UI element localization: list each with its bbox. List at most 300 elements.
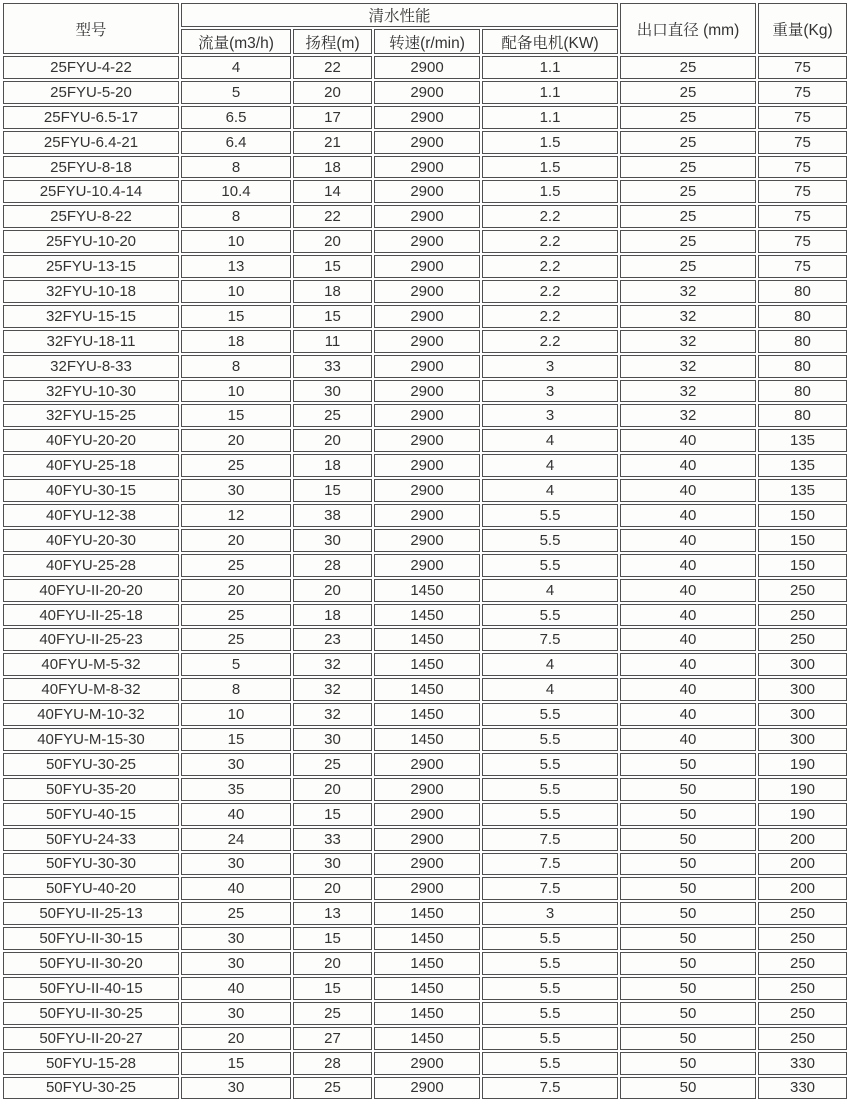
- cell-weight: 75: [758, 106, 847, 129]
- cell-flow: 40: [181, 977, 291, 1000]
- cell-flow: 30: [181, 1002, 291, 1025]
- cell-flow: 10.4: [181, 180, 291, 203]
- cell-weight: 80: [758, 380, 847, 403]
- table-row: [3, 380, 847, 403]
- cell-head: 28: [293, 554, 372, 577]
- cell-weight: 200: [758, 828, 847, 851]
- table-row: [3, 355, 847, 378]
- col-header-motor: 配备电机(KW): [482, 29, 618, 54]
- cell-weight: 190: [758, 778, 847, 801]
- cell-model: 32FYU-15-25: [3, 404, 179, 427]
- table-row: [3, 728, 847, 751]
- cell-speed: 2900: [374, 106, 480, 129]
- cell-outlet-diameter: 32: [620, 330, 756, 353]
- cell-weight: 75: [758, 205, 847, 228]
- cell-model: 25FYU-10-20: [3, 230, 179, 253]
- cell-motor: 4: [482, 454, 618, 477]
- cell-outlet-diameter: 40: [620, 703, 756, 726]
- cell-motor: 3: [482, 902, 618, 925]
- cell-motor: 4: [482, 429, 618, 452]
- col-header-speed: 转速(r/min): [374, 29, 480, 54]
- cell-motor: 1.1: [482, 106, 618, 129]
- cell-weight: 250: [758, 604, 847, 627]
- cell-weight: 75: [758, 131, 847, 154]
- table-row: [3, 156, 847, 179]
- cell-motor: 5.5: [482, 703, 618, 726]
- cell-outlet-diameter: 50: [620, 1002, 756, 1025]
- cell-speed: 2900: [374, 56, 480, 79]
- cell-speed: 2900: [374, 753, 480, 776]
- cell-outlet-diameter: 50: [620, 803, 756, 826]
- table-row: [3, 255, 847, 278]
- cell-weight: 250: [758, 1027, 847, 1050]
- cell-weight: 75: [758, 156, 847, 179]
- cell-head: 30: [293, 529, 372, 552]
- cell-speed: 1450: [374, 579, 480, 602]
- cell-motor: 1.1: [482, 81, 618, 104]
- cell-outlet-diameter: 40: [620, 504, 756, 527]
- cell-flow: 25: [181, 902, 291, 925]
- table-row: [3, 753, 847, 776]
- cell-head: 20: [293, 230, 372, 253]
- table-row: [3, 106, 847, 129]
- cell-motor: 5.5: [482, 753, 618, 776]
- cell-flow: 25: [181, 554, 291, 577]
- cell-speed: 2900: [374, 156, 480, 179]
- cell-model: 40FYU-25-28: [3, 554, 179, 577]
- cell-speed: 2900: [374, 529, 480, 552]
- cell-flow: 25: [181, 604, 291, 627]
- cell-outlet-diameter: 40: [620, 604, 756, 627]
- cell-head: 30: [293, 853, 372, 876]
- table-row: [3, 1027, 847, 1050]
- cell-flow: 8: [181, 205, 291, 228]
- cell-outlet-diameter: 25: [620, 230, 756, 253]
- cell-speed: 2900: [374, 877, 480, 900]
- table-row: [3, 180, 847, 203]
- cell-motor: 5.5: [482, 604, 618, 627]
- cell-flow: 30: [181, 853, 291, 876]
- cell-flow: 40: [181, 803, 291, 826]
- cell-weight: 80: [758, 280, 847, 303]
- cell-outlet-diameter: 40: [620, 628, 756, 651]
- cell-flow: 35: [181, 778, 291, 801]
- cell-flow: 20: [181, 579, 291, 602]
- cell-motor: 4: [482, 678, 618, 701]
- cell-head: 11: [293, 330, 372, 353]
- table-row: [3, 977, 847, 1000]
- cell-model: 40FYU-25-18: [3, 454, 179, 477]
- cell-outlet-diameter: 25: [620, 180, 756, 203]
- cell-speed: 2900: [374, 205, 480, 228]
- cell-weight: 190: [758, 753, 847, 776]
- cell-motor: 1.5: [482, 156, 618, 179]
- cell-motor: 7.5: [482, 853, 618, 876]
- cell-head: 33: [293, 828, 372, 851]
- cell-motor: 1.5: [482, 131, 618, 154]
- cell-model: 50FYU-II-20-27: [3, 1027, 179, 1050]
- cell-motor: 7.5: [482, 828, 618, 851]
- cell-speed: 1450: [374, 703, 480, 726]
- cell-speed: 2900: [374, 853, 480, 876]
- cell-flow: 15: [181, 1052, 291, 1075]
- header-row-top: [3, 3, 847, 27]
- cell-motor: 4: [482, 653, 618, 676]
- cell-weight: 300: [758, 653, 847, 676]
- cell-speed: 2900: [374, 828, 480, 851]
- cell-motor: 5.5: [482, 927, 618, 950]
- cell-speed: 2900: [374, 280, 480, 303]
- cell-model: 50FYU-15-28: [3, 1052, 179, 1075]
- cell-head: 20: [293, 81, 372, 104]
- cell-head: 14: [293, 180, 372, 203]
- table-row: [3, 454, 847, 477]
- cell-head: 15: [293, 479, 372, 502]
- cell-outlet-diameter: 50: [620, 902, 756, 925]
- cell-motor: 1.1: [482, 56, 618, 79]
- table-row: [3, 56, 847, 79]
- cell-model: 40FYU-II-25-23: [3, 628, 179, 651]
- table-row: [3, 703, 847, 726]
- cell-head: 23: [293, 628, 372, 651]
- cell-model: 32FYU-18-11: [3, 330, 179, 353]
- cell-motor: 3: [482, 380, 618, 403]
- cell-weight: 330: [758, 1077, 847, 1100]
- cell-weight: 250: [758, 579, 847, 602]
- cell-model: 50FYU-40-15: [3, 803, 179, 826]
- cell-outlet-diameter: 50: [620, 952, 756, 975]
- cell-speed: 2900: [374, 778, 480, 801]
- cell-flow: 20: [181, 529, 291, 552]
- cell-motor: 5.5: [482, 728, 618, 751]
- cell-model: 25FYU-10.4-14: [3, 180, 179, 203]
- cell-speed: 2900: [374, 180, 480, 203]
- cell-speed: 1450: [374, 604, 480, 627]
- cell-speed: 2900: [374, 230, 480, 253]
- cell-flow: 10: [181, 230, 291, 253]
- table-row: [3, 902, 847, 925]
- cell-motor: 2.2: [482, 255, 618, 278]
- cell-weight: 80: [758, 330, 847, 353]
- cell-head: 15: [293, 927, 372, 950]
- cell-speed: 2900: [374, 81, 480, 104]
- cell-speed: 2900: [374, 429, 480, 452]
- cell-head: 18: [293, 156, 372, 179]
- cell-speed: 1450: [374, 1027, 480, 1050]
- cell-weight: 250: [758, 927, 847, 950]
- cell-outlet-diameter: 40: [620, 554, 756, 577]
- table-row: [3, 81, 847, 104]
- cell-motor: 7.5: [482, 1077, 618, 1100]
- table-row: [3, 305, 847, 328]
- table-row: [3, 330, 847, 353]
- cell-model: 40FYU-II-20-20: [3, 579, 179, 602]
- cell-flow: 12: [181, 504, 291, 527]
- cell-weight: 300: [758, 678, 847, 701]
- cell-outlet-diameter: 50: [620, 778, 756, 801]
- cell-model: 40FYU-M-5-32: [3, 653, 179, 676]
- cell-weight: 80: [758, 404, 847, 427]
- cell-motor: 5.5: [482, 554, 618, 577]
- table-row: [3, 554, 847, 577]
- table-row: [3, 1002, 847, 1025]
- cell-speed: 2900: [374, 305, 480, 328]
- cell-weight: 75: [758, 81, 847, 104]
- cell-head: 18: [293, 280, 372, 303]
- cell-model: 25FYU-4-22: [3, 56, 179, 79]
- cell-weight: 200: [758, 877, 847, 900]
- cell-weight: 75: [758, 230, 847, 253]
- cell-outlet-diameter: 25: [620, 106, 756, 129]
- cell-model: 25FYU-6.5-17: [3, 106, 179, 129]
- cell-outlet-diameter: 25: [620, 131, 756, 154]
- cell-head: 20: [293, 579, 372, 602]
- col-header-weight: 重量(Kg): [758, 3, 847, 54]
- cell-weight: 75: [758, 56, 847, 79]
- cell-model: 40FYU-M-10-32: [3, 703, 179, 726]
- table-row: [3, 529, 847, 552]
- cell-motor: 5.5: [482, 1052, 618, 1075]
- cell-head: 17: [293, 106, 372, 129]
- cell-outlet-diameter: 50: [620, 828, 756, 851]
- cell-flow: 10: [181, 703, 291, 726]
- cell-weight: 135: [758, 479, 847, 502]
- cell-flow: 25: [181, 454, 291, 477]
- table-row: [3, 230, 847, 253]
- cell-model: 50FYU-35-20: [3, 778, 179, 801]
- cell-flow: 8: [181, 156, 291, 179]
- cell-weight: 150: [758, 504, 847, 527]
- cell-weight: 250: [758, 628, 847, 651]
- cell-flow: 10: [181, 380, 291, 403]
- cell-outlet-diameter: 25: [620, 255, 756, 278]
- cell-motor: 2.2: [482, 305, 618, 328]
- cell-flow: 8: [181, 355, 291, 378]
- pump-spec-table: [1, 1, 849, 1101]
- cell-outlet-diameter: 32: [620, 280, 756, 303]
- table-row: [3, 479, 847, 502]
- cell-model: 50FYU-II-30-15: [3, 927, 179, 950]
- cell-model: 40FYU-M-15-30: [3, 728, 179, 751]
- cell-head: 32: [293, 703, 372, 726]
- table-row: [3, 803, 847, 826]
- cell-model: 40FYU-II-25-18: [3, 604, 179, 627]
- cell-model: 50FYU-II-30-20: [3, 952, 179, 975]
- cell-model: 40FYU-20-20: [3, 429, 179, 452]
- table-row: [3, 678, 847, 701]
- cell-flow: 5: [181, 653, 291, 676]
- cell-head: 18: [293, 604, 372, 627]
- cell-head: 33: [293, 355, 372, 378]
- cell-motor: 2.2: [482, 280, 618, 303]
- cell-head: 15: [293, 977, 372, 1000]
- cell-model: 50FYU-24-33: [3, 828, 179, 851]
- cell-model: 25FYU-5-20: [3, 81, 179, 104]
- cell-model: 25FYU-8-18: [3, 156, 179, 179]
- cell-speed: 1450: [374, 728, 480, 751]
- cell-weight: 200: [758, 853, 847, 876]
- cell-model: 50FYU-30-25: [3, 753, 179, 776]
- cell-weight: 135: [758, 454, 847, 477]
- table-row: [3, 927, 847, 950]
- cell-outlet-diameter: 40: [620, 479, 756, 502]
- cell-flow: 8: [181, 678, 291, 701]
- cell-flow: 30: [181, 927, 291, 950]
- cell-motor: 5.5: [482, 778, 618, 801]
- table-row: [3, 952, 847, 975]
- table-row: [3, 504, 847, 527]
- cell-outlet-diameter: 50: [620, 1027, 756, 1050]
- cell-outlet-diameter: 40: [620, 653, 756, 676]
- cell-head: 18: [293, 454, 372, 477]
- cell-weight: 190: [758, 803, 847, 826]
- cell-flow: 5: [181, 81, 291, 104]
- table-row: [3, 828, 847, 851]
- cell-flow: 30: [181, 952, 291, 975]
- table-row: [3, 604, 847, 627]
- cell-weight: 75: [758, 255, 847, 278]
- cell-model: 25FYU-13-15: [3, 255, 179, 278]
- cell-motor: 5.5: [482, 504, 618, 527]
- cell-speed: 2900: [374, 504, 480, 527]
- cell-weight: 135: [758, 429, 847, 452]
- col-header-performance-group: 清水性能: [181, 3, 618, 27]
- cell-model: 50FYU-30-30: [3, 853, 179, 876]
- cell-outlet-diameter: 40: [620, 454, 756, 477]
- cell-head: 27: [293, 1027, 372, 1050]
- cell-head: 38: [293, 504, 372, 527]
- cell-flow: 13: [181, 255, 291, 278]
- cell-flow: 25: [181, 628, 291, 651]
- cell-motor: 3: [482, 355, 618, 378]
- cell-flow: 30: [181, 753, 291, 776]
- cell-speed: 2900: [374, 454, 480, 477]
- cell-motor: 5.5: [482, 1027, 618, 1050]
- cell-head: 32: [293, 653, 372, 676]
- cell-motor: 2.2: [482, 205, 618, 228]
- cell-speed: 1450: [374, 902, 480, 925]
- table-row: [3, 429, 847, 452]
- cell-speed: 1450: [374, 653, 480, 676]
- cell-head: 32: [293, 678, 372, 701]
- cell-flow: 6.4: [181, 131, 291, 154]
- cell-outlet-diameter: 50: [620, 753, 756, 776]
- cell-flow: 15: [181, 305, 291, 328]
- cell-head: 13: [293, 902, 372, 925]
- table-row: [3, 131, 847, 154]
- cell-flow: 18: [181, 330, 291, 353]
- cell-head: 22: [293, 205, 372, 228]
- cell-weight: 250: [758, 952, 847, 975]
- cell-motor: 4: [482, 579, 618, 602]
- cell-outlet-diameter: 25: [620, 205, 756, 228]
- cell-speed: 2900: [374, 255, 480, 278]
- cell-outlet-diameter: 50: [620, 977, 756, 1000]
- table-row: [3, 653, 847, 676]
- col-header-model: 型号: [3, 3, 179, 54]
- cell-motor: 7.5: [482, 877, 618, 900]
- cell-outlet-diameter: 32: [620, 380, 756, 403]
- cell-head: 20: [293, 778, 372, 801]
- table-row: [3, 778, 847, 801]
- cell-speed: 2900: [374, 803, 480, 826]
- cell-motor: 1.5: [482, 180, 618, 203]
- table-row: [3, 280, 847, 303]
- cell-motor: 2.2: [482, 330, 618, 353]
- cell-outlet-diameter: 25: [620, 81, 756, 104]
- col-header-outlet-diameter: 出口直径 (mm): [620, 3, 756, 54]
- cell-outlet-diameter: 25: [620, 156, 756, 179]
- cell-model: 50FYU-II-40-15: [3, 977, 179, 1000]
- cell-flow: 40: [181, 877, 291, 900]
- cell-flow: 24: [181, 828, 291, 851]
- cell-model: 50FYU-II-25-13: [3, 902, 179, 925]
- cell-motor: 5.5: [482, 977, 618, 1000]
- cell-speed: 2900: [374, 380, 480, 403]
- cell-weight: 250: [758, 1002, 847, 1025]
- cell-speed: 2900: [374, 479, 480, 502]
- cell-flow: 15: [181, 728, 291, 751]
- cell-speed: 2900: [374, 404, 480, 427]
- cell-head: 20: [293, 952, 372, 975]
- cell-outlet-diameter: 50: [620, 877, 756, 900]
- cell-weight: 75: [758, 180, 847, 203]
- cell-motor: 5.5: [482, 529, 618, 552]
- table-row: [3, 1077, 847, 1100]
- cell-motor: 5.5: [482, 803, 618, 826]
- cell-flow: 10: [181, 280, 291, 303]
- cell-outlet-diameter: 32: [620, 404, 756, 427]
- table-row: [3, 853, 847, 876]
- cell-outlet-diameter: 50: [620, 927, 756, 950]
- table-header: [3, 3, 847, 54]
- cell-outlet-diameter: 32: [620, 355, 756, 378]
- col-header-head: 扬程(m): [293, 29, 372, 54]
- cell-speed: 1450: [374, 628, 480, 651]
- cell-model: 50FYU-II-30-25: [3, 1002, 179, 1025]
- cell-weight: 150: [758, 554, 847, 577]
- cell-model: 40FYU-M-8-32: [3, 678, 179, 701]
- cell-model: 25FYU-6.4-21: [3, 131, 179, 154]
- cell-motor: 7.5: [482, 628, 618, 651]
- cell-head: 15: [293, 255, 372, 278]
- cell-weight: 300: [758, 703, 847, 726]
- cell-model: 32FYU-15-15: [3, 305, 179, 328]
- cell-flow: 4: [181, 56, 291, 79]
- table-row: [3, 1052, 847, 1075]
- cell-speed: 2900: [374, 1052, 480, 1075]
- cell-motor: 3: [482, 404, 618, 427]
- table-row: [3, 404, 847, 427]
- cell-outlet-diameter: 25: [620, 56, 756, 79]
- cell-outlet-diameter: 50: [620, 853, 756, 876]
- cell-model: 50FYU-40-20: [3, 877, 179, 900]
- col-header-flow: 流量(m3/h): [181, 29, 291, 54]
- cell-flow: 20: [181, 429, 291, 452]
- cell-flow: 15: [181, 404, 291, 427]
- cell-weight: 300: [758, 728, 847, 751]
- cell-outlet-diameter: 40: [620, 678, 756, 701]
- cell-outlet-diameter: 40: [620, 529, 756, 552]
- cell-speed: 1450: [374, 1002, 480, 1025]
- cell-outlet-diameter: 50: [620, 1077, 756, 1100]
- cell-speed: 1450: [374, 952, 480, 975]
- cell-outlet-diameter: 40: [620, 579, 756, 602]
- cell-motor: 4: [482, 479, 618, 502]
- cell-model: 50FYU-30-25: [3, 1077, 179, 1100]
- cell-outlet-diameter: 32: [620, 305, 756, 328]
- cell-outlet-diameter: 40: [620, 429, 756, 452]
